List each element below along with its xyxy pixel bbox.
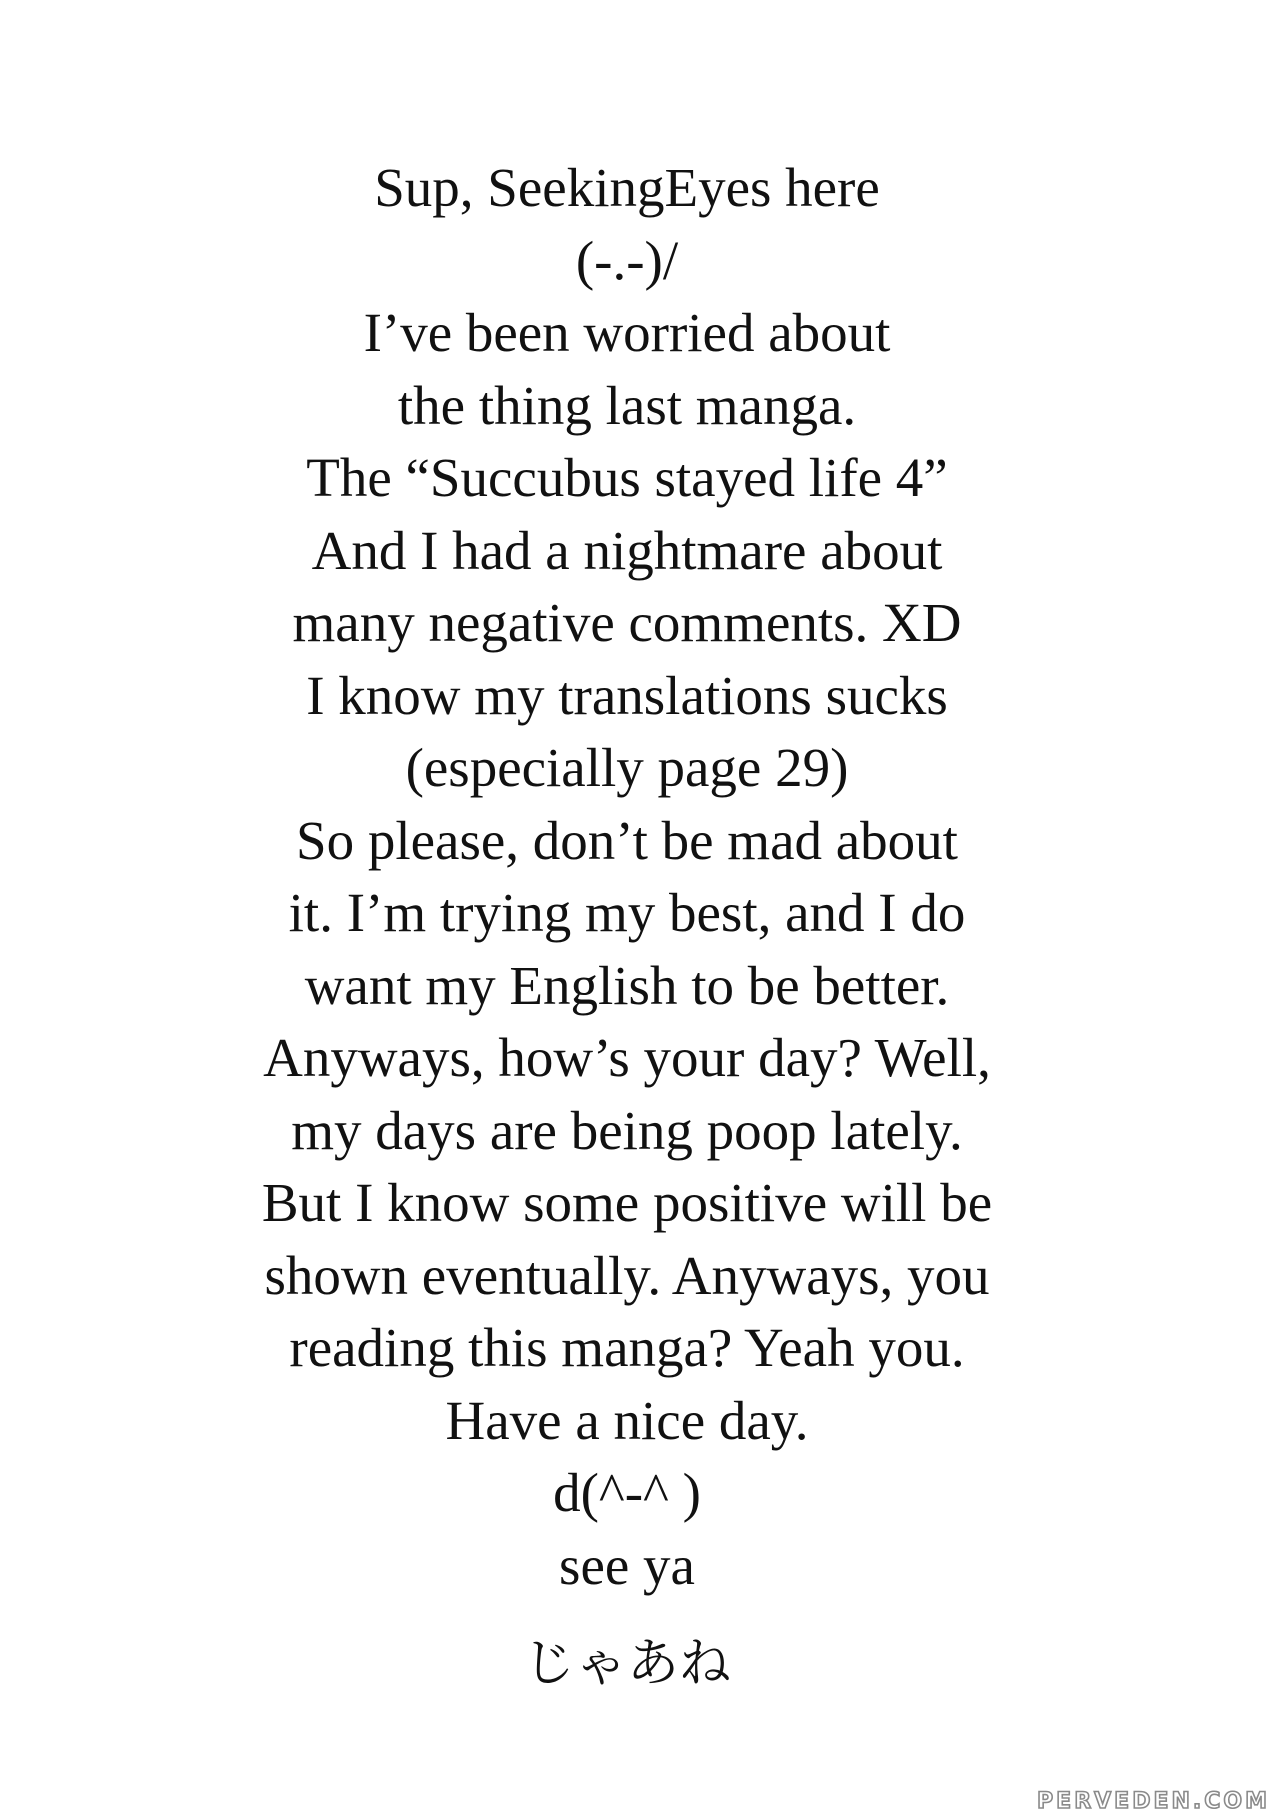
note-line: (-.-)/ xyxy=(575,229,679,291)
note-line: Sup, SeekingEyes here xyxy=(374,157,880,218)
farewell-japanese: じゃあね xyxy=(522,1634,731,1694)
note-line: want my English to be better. xyxy=(304,954,950,1016)
site-watermark: PERVEDEN.COM xyxy=(1029,1787,1278,1817)
note-line: And I had a nightmare about xyxy=(311,519,943,581)
note-line: the thing last manga. xyxy=(397,374,857,436)
note-line: shown eventually. Anyways, you xyxy=(264,1244,990,1306)
translator-note xyxy=(0,152,1254,1602)
note-line: The “Succubus stayed life 4” xyxy=(306,447,948,508)
note-line: Have a nice day. xyxy=(445,1389,809,1451)
note-line: reading this manga? Yeah you. xyxy=(289,1317,965,1378)
note-line: I’ve been worried about xyxy=(363,302,891,363)
note-line: Anyways, how’s your day? Well, xyxy=(263,1027,991,1088)
note-line: But I know some positive will be xyxy=(261,1172,993,1233)
note-line: So please, don’t be mad about xyxy=(296,809,958,871)
note-line: see ya xyxy=(559,1534,695,1596)
note-line: (especially page 29) xyxy=(405,737,849,798)
note-line: I know my translations sucks xyxy=(306,664,948,726)
note-line: many negative comments. XD xyxy=(292,592,962,653)
note-line: d(^-^ ) xyxy=(553,1462,701,1523)
note-line: my days are being poop lately. xyxy=(291,1099,963,1161)
note-line: it. I’m trying my best, and I do xyxy=(288,882,966,943)
